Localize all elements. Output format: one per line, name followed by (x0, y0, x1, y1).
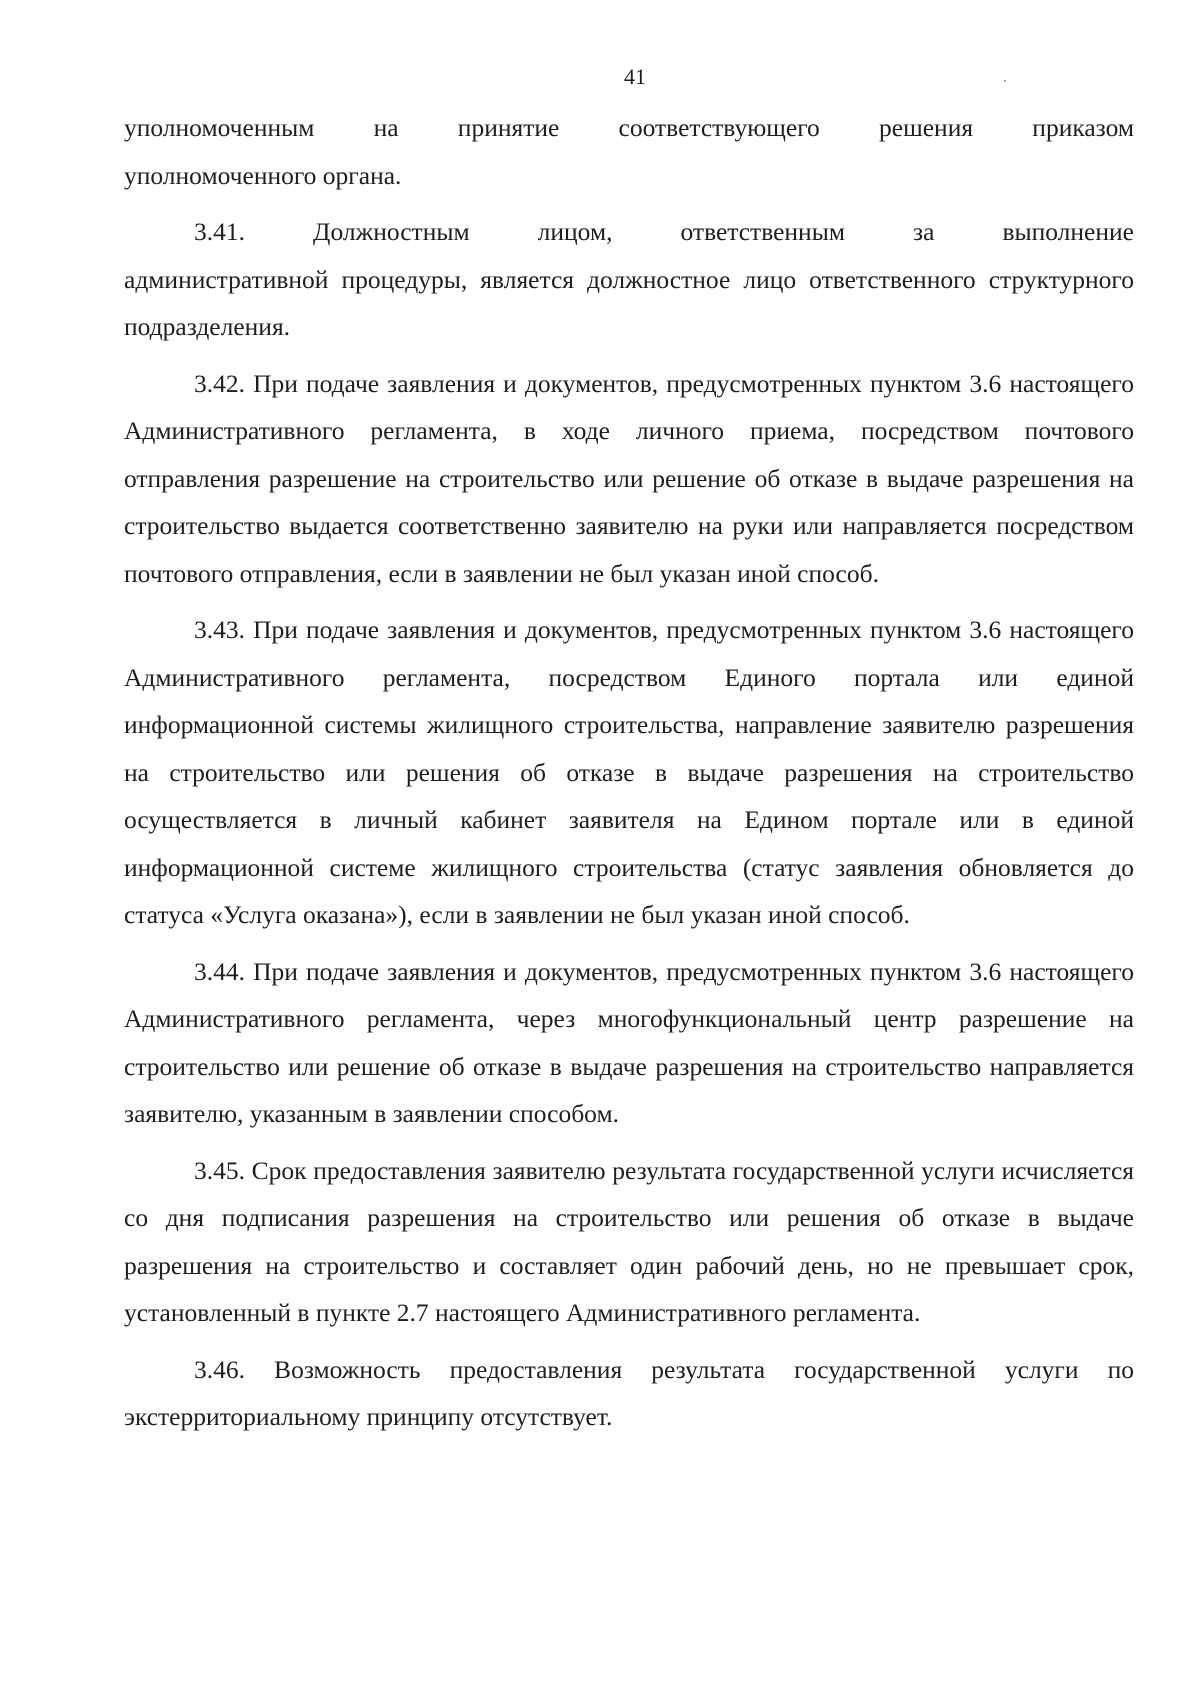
paragraph-line: уполномоченным на принятие соответствующего решения приказом (124, 113, 1134, 142)
paragraph-3-41 (124, 208, 1134, 351)
paragraph-continuation (124, 104, 1134, 199)
paragraph-line: уполномоченного органа. (124, 160, 402, 190)
page-number: 41 (624, 64, 646, 89)
paragraph-lead-text: 3.41. Должностным лицом, ответственным за выполнение (194, 217, 1134, 246)
paragraph-3-42: 3.42. При подаче заявления и документов, предусмотренных пунктом 3.6 настоящего Административного регламента, в ходе личного приема, посредством почтового отправления разрешение на строительство или решение об отказе в выдаче разрешения на строительство выдается соответственно заявителю на руки или направляется посредством почтового отправления, если в заявлении не был указан иной способ. (124, 368, 1134, 588)
paragraph-line: административной процедуры, является должностное лицо ответственного структурного подразделения. (124, 264, 1134, 341)
scan-speck (1004, 80, 1006, 82)
paragraph-3-44: 3.44. При подаче заявления и документов, предусмотренных пунктом 3.6 настоящего Административного регламента, через многофункциональный центр разрешение на строительство или решение об отказе в выдаче разрешения на строительство направляется заявителю, указанным в заявлении способом. (124, 956, 1134, 1128)
paragraph-line (124, 208, 1134, 256)
document-body (124, 104, 1134, 1441)
paragraph-3-46: 3.46. Возможность предоставления результата государственной услуги по экстерриториальному принципу отсутствует. (124, 1354, 1134, 1431)
paragraph-3-43: 3.43. При подаче заявления и документов, предусмотренных пунктом 3.6 настоящего Административного регламента, посредством Единого портала или единой информационной системы жилищного строительства, направление заявителю разрешения на строительство или решения об отказе в выдаче разрешения на строительство осуществляется в личный кабинет заявителя на Едином портале или в единой информационной системе жилищного строительства (статус заявления обновляется до статуса «Услуга оказана»), если в заявлении не был указан иной способ. (124, 615, 1134, 929)
paragraph-3-45: 3.45. Срок предоставления заявителю результата государственной услуги исчисляется со дня подписания разрешения на строительство или решения об отказе в выдаче разрешения на строительство и составляет один рабочий день, но не превышает срок, установленный в пункте 2.7 настоящего Административного регламента. (124, 1155, 1134, 1327)
